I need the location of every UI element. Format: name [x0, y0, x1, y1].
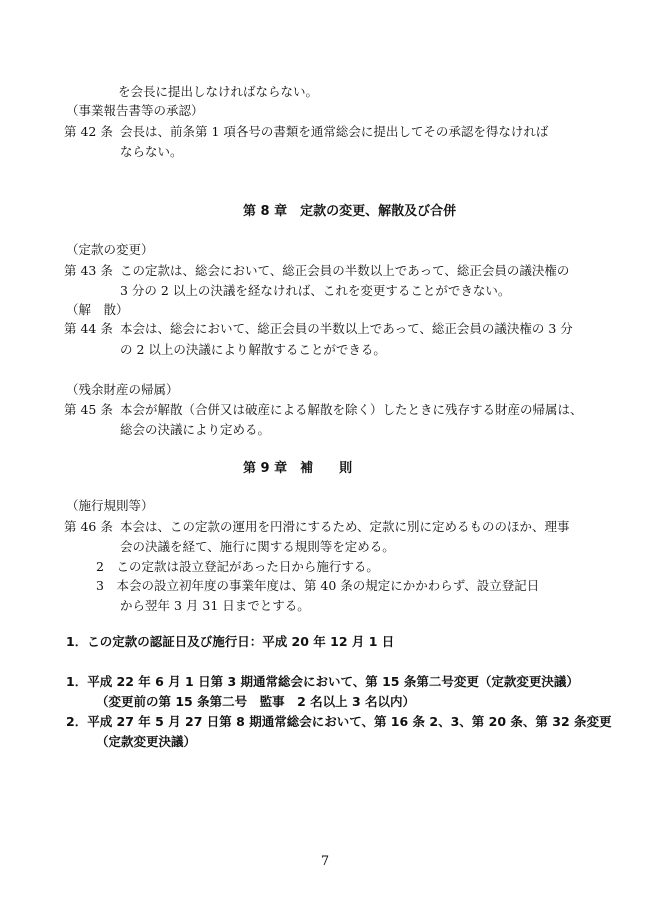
text-line: の 2 以上の決議により解散することができる。 [120, 342, 386, 357]
article-text: この定款は、総会において、総正会員の半数以上であって、総正会員の議決権の [120, 263, 570, 278]
article-number: 第 46 条 [64, 519, 113, 534]
article-number: 第 44 条 [64, 321, 113, 336]
article-43 [64, 261, 569, 280]
note-item: 2．平成 27 年 5 月 27 日第 8 期通常総会において、第 16 条 2、3、第 20 条、第 32 条変更 [66, 714, 612, 729]
paragraph-3: 3 本会の設立初年度の事業年度は、第 40 条の規定にかかわらず、設立登記日 [96, 578, 540, 593]
article-heading: （事業報告書等の承認） [66, 103, 204, 118]
text-line: 3 分の 2 以上の決議を経なければ、これを変更することができない。 [120, 283, 511, 298]
note-item: 1．平成 22 年 6 月 1 日第 3 期通常総会において、第 15 条第二号変更（定款変更決議） [66, 674, 579, 689]
article-number: 第 45 条 [64, 402, 113, 417]
chapter-heading: 第 9 章 補 則 [243, 461, 353, 476]
article-heading: （解 散） [66, 302, 129, 317]
article-heading: （施行規則等） [66, 498, 154, 513]
article-number: 第 42 条 [64, 124, 113, 139]
article-text: 会長は、前条第 1 項各号の書類を通常総会に提出してその承認を得なければ [120, 124, 549, 139]
article-number: 第 43 条 [64, 263, 113, 278]
note-item: 1．この定款の認証日及び施行日：平成 20 年 12 月 1 日 [66, 634, 395, 649]
article-45 [64, 400, 583, 419]
article-46 [64, 517, 570, 536]
note-item-detail: （定款変更決議） [96, 734, 197, 749]
text-line: 会の決議を経て、施行に関する規則等を定める。 [120, 539, 395, 554]
chapter-heading: 第 8 章 定款の変更、解散及び合併 [243, 204, 457, 219]
page-number: 7 [320, 854, 330, 869]
text-line: 総会の決議により定める。 [120, 422, 271, 437]
article-heading: （定款の変更） [66, 242, 154, 257]
article-42 [64, 122, 548, 141]
text-line: ならない。 [120, 144, 183, 159]
text-line: を会長に提出しなければならない。 [118, 84, 319, 99]
article-text: 本会は、この定款の運用を円滑にするため、定款に別に定めるもののほか、理事 [120, 519, 570, 534]
article-44 [64, 319, 573, 338]
article-heading: （残余財産の帰属） [66, 382, 179, 397]
text-line: から翌年 3 月 31 日までとする。 [120, 598, 310, 613]
article-text: 本会は、総会において、総正会員の半数以上であって、総正会員の議決権の 3 分 [120, 321, 573, 336]
paragraph-2: 2 この定款は設立登記があった日から施行する。 [96, 559, 379, 574]
note-item-detail: （変更前の第 15 条第二号 監事 2 名以上 3 名以内） [96, 694, 416, 709]
article-text: 本会が解散（合併又は破産による解散を除く）したときに残存する財産の帰属は、 [120, 402, 583, 417]
